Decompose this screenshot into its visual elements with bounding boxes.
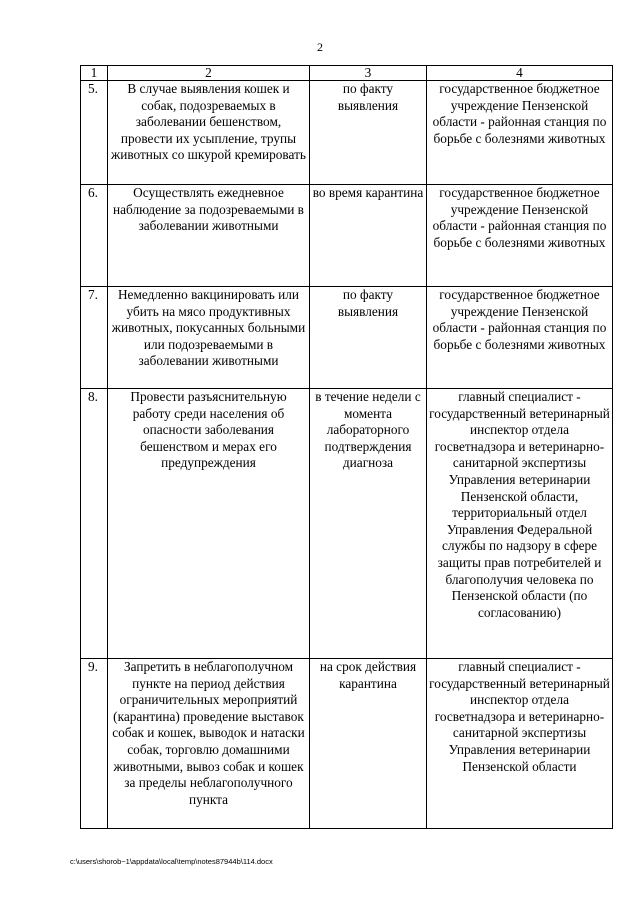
page-number: 2 xyxy=(317,40,323,54)
table-row xyxy=(81,389,613,659)
responsible-cell: государственное бюджетное учреждение Пензенской области - районная станция по борьбе с болезнями животных xyxy=(427,287,613,389)
timing-cell: во время карантина xyxy=(310,185,427,287)
row-number: 9. xyxy=(81,659,108,829)
row-number: 7. xyxy=(81,287,108,389)
table-row xyxy=(81,81,613,185)
action-cell: В случае выявления кошек и собак, подозреваемых в заболевании бешенством, провести их усыпление, трупы животных со шкурой кремировать xyxy=(108,81,310,185)
row-number: 6. xyxy=(81,185,108,287)
timing-cell: по факту выявления xyxy=(310,81,427,185)
responsible-cell: государственное бюджетное учреждение Пензенской области - районная станция по борьбе с болезнями животных xyxy=(427,185,613,287)
header-cell: 3 xyxy=(310,66,427,81)
row-number: 8. xyxy=(81,389,108,659)
responsible-cell: главный специалист - государственный ветеринарный инспектор отдела госветнадзора и ветеринарно-санитарной экспертизы Управления ветеринарии Пензенской области, территориальный отдел Управления Федеральной службы по надзору в сфере защиты прав потребителей и благополучия человека по Пензенской области (по согласованию) xyxy=(427,389,613,659)
file-path-footer: c:\users\shorob~1\appdata\local\temp\notes87944b\114.docx xyxy=(70,857,273,866)
action-cell: Немедленно вакцинировать или убить на мясо продуктивных животных, покусанных больными или подозреваемыми в заболевании животными xyxy=(108,287,310,389)
timing-cell: в течение недели с момента лабораторного подтверждения диагноза xyxy=(310,389,427,659)
header-cell: 1 xyxy=(81,66,108,81)
table-row xyxy=(81,287,613,389)
responsible-cell: главный специалист - государственный ветеринарный инспектор отдела госветнадзора и ветеринарно-санитарной экспертизы Управления ветеринарии Пензенской области xyxy=(427,659,613,829)
table-row xyxy=(81,659,613,829)
action-cell: Провести разъяснительную работу среди населения об опасности заболевания бешенством и мерах его предупреждения xyxy=(108,389,310,659)
header-cell: 2 xyxy=(108,66,310,81)
timing-cell: на срок действия карантина xyxy=(310,659,427,829)
action-cell: Запретить в неблагополучном пункте на период действия ограничительных мероприятий (карантина) проведение выставок собак и кошек, выводок и натаски собак, торговлю домашними животными, вывоз собак и кошек за пределы неблагополучного пункта xyxy=(108,659,310,829)
measures-table xyxy=(80,65,613,829)
action-cell: Осуществлять ежедневное наблюдение за подозреваемыми в заболевании животными xyxy=(108,185,310,287)
table-header-row xyxy=(81,66,613,81)
table-row xyxy=(81,185,613,287)
responsible-cell: государственное бюджетное учреждение Пензенской области - районная станция по борьбе с болезнями животных xyxy=(427,81,613,185)
header-cell: 4 xyxy=(427,66,613,81)
timing-cell: по факту выявления xyxy=(310,287,427,389)
row-number: 5. xyxy=(81,81,108,185)
